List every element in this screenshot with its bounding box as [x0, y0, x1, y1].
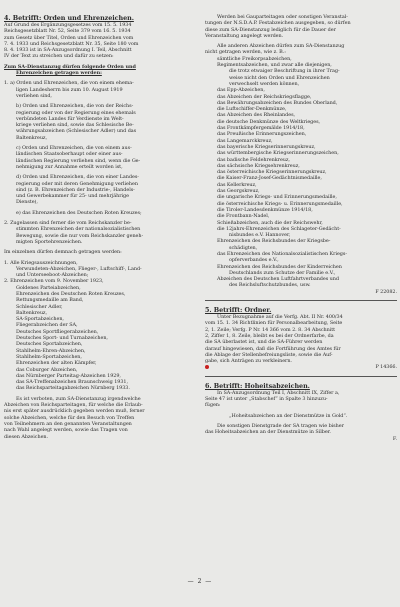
text-line: Zum SA-Dienstanzug dürfen folgende Orden und	[4, 63, 136, 70]
section-divider	[205, 300, 397, 301]
text-line: sind (z. B. Ehrenzeichen der Industrie-, Handels-	[16, 186, 135, 193]
prohibited-intro	[205, 43, 397, 56]
text-line: nicht getragen werden, wie z. B.:	[205, 49, 286, 56]
red-marker-dot	[205, 365, 209, 369]
text-line: regierung oder von der Regierung eines ehemals	[16, 109, 136, 116]
text-line: fügen:	[205, 402, 221, 409]
list-item: Baltenkreuz,	[16, 309, 47, 316]
section-4-heading: 4. Betrifft: Orden und Ehrenzeichen.	[4, 14, 134, 22]
text-line: Veranstaltung angelegt werden.	[205, 32, 284, 39]
text-line: gabe, sich Anträgen zu verkleinern.	[205, 358, 292, 365]
text-line: 2, 1. Zeile; Verfg. P Nr. 14 366 vom 2. 8. 34 Abschnitt	[205, 326, 336, 333]
section-6-body	[205, 390, 397, 409]
text-line: Seite 47 ist unter „Stabschef“ in Spalte 3 hinzuzu-	[205, 396, 328, 403]
text-line: nis erst später ausdrücklich gegeben werden muß, ferner	[4, 408, 145, 415]
text-line: migten Sportehrenzeichen.	[16, 238, 83, 245]
text-line: diesen Abzeichen.	[4, 433, 49, 440]
list-item: das Preußische Erinnerungszeichen,	[217, 131, 307, 138]
list-item: die Tiroler-Landesdenkmünze 1914/18,	[217, 206, 313, 213]
list-item: Ehrenzeichen des Reichsbundes der Kriegsbe-	[217, 238, 331, 245]
list-item: Regimentsabzeichen, und zwar alle diejenigen,	[217, 62, 332, 69]
text-line: 7. 4. 1933 und Reichsgesetzblatt Nr. 35, Seite 180 vom	[4, 40, 139, 47]
list-item: das Georgskreuz,	[217, 188, 260, 195]
list-item: das badische Feldehrenkreuz,	[217, 156, 290, 163]
text-line: Abzeichen von Reichsparteitagen, für welche die Erlaub-	[4, 402, 143, 409]
text-line: Alle anderen Abzeichen dürfen zum SA-Dienstanzug	[217, 43, 345, 50]
list-item: das Langemarckkreuz,	[217, 137, 273, 144]
item-1a	[4, 80, 190, 99]
list-item: Fliegerabzeichen der SA,	[16, 322, 78, 329]
list-item: das sächsische Kriegsehrenkreuz,	[217, 162, 300, 169]
list-item: Goldenes Parteiabzeichen,	[16, 284, 81, 291]
text-line: kriege verliehen sind, sowie das Schlesische Be-	[16, 122, 134, 129]
section-6-heading: 6. Betrifft: Hoheitsabzeichen.	[205, 381, 310, 390]
text-line: Auf Grund des Ergänzungsgesetzes vom 15. 5. 1934	[4, 22, 132, 28]
text-line: vom 15. 1. 34 Richtlinien für Personalbearbeitung, Seite	[205, 320, 343, 327]
right-column	[205, 14, 397, 442]
text-line: 1. a) Orden und Ehrenzeichen, die von einem ehema-	[4, 80, 134, 87]
section-5-body	[205, 314, 397, 364]
text-line: b) Orden und Ehrenzeichen, die von der Reichs-	[16, 103, 134, 110]
list-item: die Luftschiffer-Denkmünze,	[217, 106, 287, 113]
list-item: das Coburger Abzeichen,	[16, 366, 78, 373]
list-item: das Nürnberger Parteitag-Abzeichen 1929,	[16, 372, 121, 379]
text-line: ländischen Staatsoberhaupt oder einer aus-	[16, 151, 123, 158]
text-line: ligen Landesherrn bis zum 10. August 1919	[16, 86, 123, 93]
list-item: Deutsches Sportfliegerabzeichen,	[16, 328, 99, 335]
closing-paragraph	[4, 396, 190, 440]
list-item: das Abzeichen der Reichskriegsflagge,	[217, 93, 312, 100]
item-1c	[4, 145, 190, 170]
text-line: tungen der N.S.D.A.P. Festabzeichen ausgegeben, so dürfen	[205, 20, 351, 27]
text-line: diese zum SA-Dienstanzug lediglich für die Dauer der	[205, 26, 336, 33]
text-line: e) das Ehrenzeichen des Deutschen Roten Kreuzes;	[16, 209, 142, 216]
list-item: SA-Sportabzeichen,	[16, 316, 64, 323]
section-5-heading: 5. Betrifft: Ordner.	[205, 306, 272, 315]
text-line: 8. 4. 1933 ist in SA-Anzugsordnung I. Teil, Abschnitt	[4, 47, 132, 54]
section-4-subhead	[4, 64, 190, 77]
item-2	[4, 220, 190, 245]
text-line: Werden bei Gauparteitagen oder sonstigen Veranstal-	[217, 14, 348, 20]
list-item: Deutsches Sportabzeichen,	[16, 341, 83, 348]
list-item: das Frontkämpfergemälde 1914/18,	[217, 125, 305, 132]
reference-number: F.	[392, 435, 397, 442]
list-item: das Reichsparteitagabzeichen Nürnberg 1933.	[16, 385, 130, 392]
list-item: das württembergische Kriegserinnerungszeichen,	[217, 150, 339, 157]
list-item: Schießabzeichen, auch die der Reichswehr,	[217, 219, 323, 226]
text-line: solche Abzeichen, welche für den Besuch von Treffen	[4, 414, 135, 421]
text-line: von Teilnehmern an den genannten Veranstaltungen	[4, 420, 132, 427]
quoted-addition: „Hoheitsabzeichen an der Dienstmütze in Gold“.	[229, 412, 348, 419]
list-item: die ungarische Kriegs- und Erinnerungsmedaille,	[217, 194, 337, 201]
section-divider	[205, 376, 397, 377]
text-line: Bewegung, sowie die nur vom Reichskanzler geneh-	[16, 232, 144, 239]
list-item: das österreichische Kriegserinnerungskreuz,	[217, 169, 327, 176]
list-item: die 12jahrs-Ehrenzeichen des Schlageter-Gedächt-	[217, 225, 341, 232]
list-item: das bayerische Kriegserinnerungskreuz,	[217, 143, 316, 150]
text-line: verliehen sind,	[16, 92, 52, 99]
text-line: Baltenkreuz,	[16, 134, 47, 141]
section-6-closing	[205, 423, 397, 436]
permitted-list	[4, 260, 190, 392]
list-item: die trotz etwaiger Beschriftung in ihrer Trag-	[229, 68, 340, 75]
text-line: ländischen Regierung verliehen sind, wenn die Ge-	[16, 157, 141, 164]
text-line: und Gewerbekammer für 25- und mehrjährige	[16, 193, 129, 200]
list-item: die deutsche Denkmünze des Weltkrieges,	[217, 118, 321, 125]
list-item: nisbundes e.V. Hannover,	[229, 232, 291, 239]
list-item: 2. Ehrenzeichen vom 9. November 1923,	[4, 278, 104, 285]
list-item: Ehrenzeichen der alten Kämpfer,	[16, 360, 97, 367]
text-line: 2. Zugelassen sind ferner die vom Reichskanzler be-	[4, 220, 132, 227]
list-item: schädigten,	[229, 244, 258, 251]
list-item: Abzeichen des Deutschen Luftfahrtverbandes und	[217, 276, 339, 283]
list-item: 1. Alle Kriegsauszeichnungen,	[4, 259, 78, 266]
reference-number: F 22082.	[375, 288, 397, 295]
text-line: das Hoheitsabzeichen an der Dienstmütze in Silber.	[205, 429, 331, 436]
list-item: Verwundeten-Abzeichen, Flieger-, Luftschiff-, Land-	[16, 265, 142, 272]
left-column	[4, 14, 190, 440]
list-item: Stahlhelm-Sportabzeichen,	[16, 353, 82, 360]
section-4-intro	[4, 22, 190, 60]
text-line: Ehrenzeichen getragen werden:	[16, 70, 102, 77]
list-item: sämtliche Freikorpsabzeichen,	[217, 55, 292, 62]
text-line: Es ist verboten, zum SA-Dienstanzug irgendwelche	[16, 395, 141, 402]
list-item: verwechselt werden können,	[229, 80, 300, 87]
text-line: d) Orden und Ehrenzeichen, die von einer Landes-	[16, 174, 139, 181]
text-line: Dienste),	[16, 199, 38, 206]
list-item: und Unterseeboot-Abzeichen;	[16, 272, 89, 279]
text-line: In SA-Anzugsordnung Teil I, Abschnitt IX, Ziffer a,	[217, 389, 340, 396]
item-1d	[4, 174, 190, 205]
text-line: darauf hingewiesen, daß die Fortführung des Amtes für	[205, 345, 341, 352]
text-line: Unter Bezugnahme auf die Verfg. Abt. II Nr. 400/34	[217, 314, 343, 321]
text-line: die SA überlastet ist, und die SA-Führer werden	[205, 339, 323, 346]
list-item: Rettungsmedaille am Band,	[16, 297, 84, 304]
list-item: das Kellerkreuz,	[217, 181, 257, 188]
list-item: weise nicht den Orden und Ehrenzeichen	[229, 74, 330, 81]
text-line: zum Gesetz über Titel, Orden und Ehrenzeichen vom	[4, 34, 134, 41]
list-item: das Bewährungsabzeichen des Bundes Oberland,	[217, 99, 338, 106]
list-item: das Ehrenzeichen des Nationalsozialistischen Kriegs-	[217, 250, 347, 257]
text-line: Die sonstigen Dienstgrade der SA tragen wie bisher	[217, 422, 344, 429]
detail-intro: Im einzelnen dürfen demnach getragen werden:	[4, 249, 122, 256]
text-line: c) Orden und Ehrenzeichen, die von einem aus-	[16, 145, 132, 152]
list-item: das Abzeichen des Rheinlandes,	[217, 112, 296, 119]
list-item: opferverbandes e.V.,	[229, 257, 279, 264]
festabzeichen-paragraph	[205, 14, 397, 39]
reference-number: P 14366.	[375, 364, 397, 371]
page-number: — 2 —	[187, 578, 213, 585]
list-item: Ehrenzeichen des Reichsbundes der Kinderreichen	[217, 263, 342, 270]
text-line: die Ablage der Stellenbefreiungsliste, sowie die Auf-	[205, 351, 333, 358]
list-item: das Epp-Abzeichen,	[217, 87, 265, 94]
text-line: Reichsgesetzblatt Nr. 52, Seite 379 vom 16. 5. 1934	[4, 28, 131, 35]
text-line: währungsabzeichen (Schlesischer Adler) und das	[16, 128, 137, 135]
text-line: regierung oder mit deren Genehmigung verliehen	[16, 180, 138, 187]
list-item: das SA-Treffenabzeichen Braunschweig 1931,	[16, 379, 128, 386]
list-item: Schlesischer Adler,	[16, 303, 63, 310]
item-1b	[4, 103, 190, 141]
text-line: nach Wahl angelegt werden, sowie das Tragen von	[4, 427, 128, 434]
prohibited-list	[205, 56, 397, 289]
list-item: Stahlhelm-Ehren-Abzeichen,	[16, 347, 86, 354]
list-item-highlighted: die Frontbann-Nadel,	[217, 213, 270, 220]
text-line: 2, Ziffer 1, 8. Zeile, bleibt es bei der Ordnerfarbe, da	[205, 332, 334, 339]
text-line: IV der Text zu streichen und dafür zu setzen:	[4, 53, 114, 60]
list-item: die österreichische Kriegs- u. Erinnerungsmedaille,	[217, 200, 343, 207]
list-item: Deutschlands zum Schutze der Familie e.V.,	[229, 269, 336, 276]
list-item: Deutsches Sport- und Turnabzeichen,	[16, 335, 108, 342]
list-item: die Kaiser-Franz-Josef-Gedächtnismedaille,	[217, 175, 322, 182]
text-line: verbündeten Landes für Verdienste im Welt-	[16, 115, 124, 122]
list-item: Ehrenzeichen des Deutschen Roten Kreuzes,	[16, 290, 126, 297]
text-line: stimmten Ehrenzeichen der nationalsozialistischen	[16, 226, 141, 233]
list-item: des Reichsluftschutzbundes, usw.	[229, 282, 311, 289]
text-line: nehmigung zur Annahme erteilt worden ist,	[16, 163, 123, 170]
